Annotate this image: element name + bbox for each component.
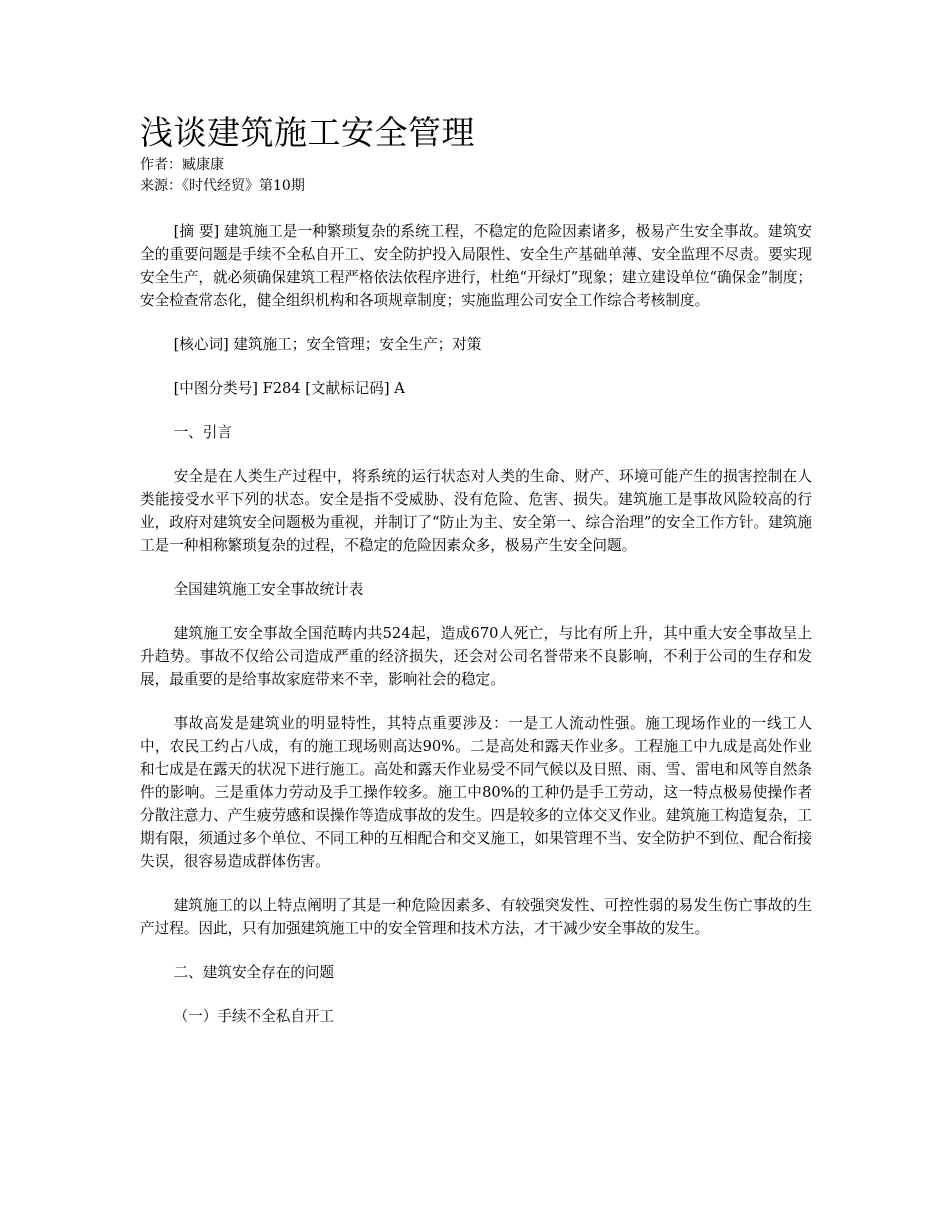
document-page [140,112,812,1028]
body-paragraph: 事故高发是建筑业的明显特性，其特点重要涉及：一是工人流动性强。施工现场作业的一线工人中，农民工约占八成，有的施工现场则高达90%。二是高处和露天作业多。工程施工中九成是高处作业和七成是在露天的状况下进行施工。高处和露天作业易受不同气候以及日照、雨、雪、雷电和风等自然条件的影响。三是重体力劳动及手工操作较多。施工中80%的工种仍是手工劳动，这一特点极易使操作者分散注意力、产生疲劳感和误操作等造成事故的发生。四是较多的立体交叉作业。建筑施工构造复杂，工期有限，须通过多个单位、不同工种的互相配合和交叉施工，如果管理不当、安全防护不到位、配合衔接失误，很容易造成群体伤害。 [140,715,812,870]
classification-paragraph: [中图分类号] F284 [文献标记码] A [173,380,405,397]
abstract-paragraph: [摘 要] 建筑施工是一种繁琐复杂的系统工程，不稳定的危险因素诸多，极易产生安全事故。建筑安全的重要问题是手续不全私自开工、安全防护投入局限性、安全生产基础单薄、安全监理不尽责。要实现安全生产，就必须确保建筑工程严格依法依程序进行，杜绝“开绿灯”现象；建立建设单位“确保金”制度；安全检查常态化，健全组织机构和各项规章制度；实施监理公司安全工作综合考核制度。 [140,223,812,309]
section-heading-problems: 二、建筑安全存在的问题 [173,964,335,981]
author-line: 作者：臧康康 [140,157,224,173]
article-meta [140,155,812,197]
body-paragraph: 安全是在人类生产过程中，将系统的运行状态对人类的生命、财产、环境可能产生的损害控制在人类能接受水平下列的状态。安全是指不受威胁、没有危险、危害、损失。建筑施工是事故风险较高的行业，政府对建筑安全问题极为重视，并制订了“防止为主、安全第一、综合治理”的安全工作方针。建筑施工是一种相称繁琐复杂的过程，不稳定的危险因素众多，极易产生安全问题。 [140,468,812,554]
article-title: 浅谈建筑施工安全管理 [140,113,475,152]
body-paragraph: 建筑施工安全事故全国范畴内共524起，造成670人死亡，与比有所上升，其中重大安全事故呈上升趋势。事故不仅给公司造成严重的经济损失，还会对公司名誉带来不良影响，不利于公司的生存和发展，最重要的是给事故家庭带来不幸，影响社会的稳定。 [140,625,812,688]
keywords-paragraph: [核心词] 建筑施工；安全管理；安全生产；对策 [173,336,482,353]
section-heading-intro: 一、引言 [173,424,232,441]
source-line: 来源：《时代经贸》第10期 [140,178,305,194]
subsection-heading: （一）手续不全私自开工 [173,1008,335,1025]
body-paragraph: 建筑施工的以上特点阐明了其是一种危险因素多、有较强突发性、可控性弱的易发生伤亡事故的生产过程。因此，只有加强建筑施工中的安全管理和技术方法，才干减少安全事故的发生。 [140,897,812,937]
table-caption: 全国建筑施工安全事故统计表 [173,581,364,598]
